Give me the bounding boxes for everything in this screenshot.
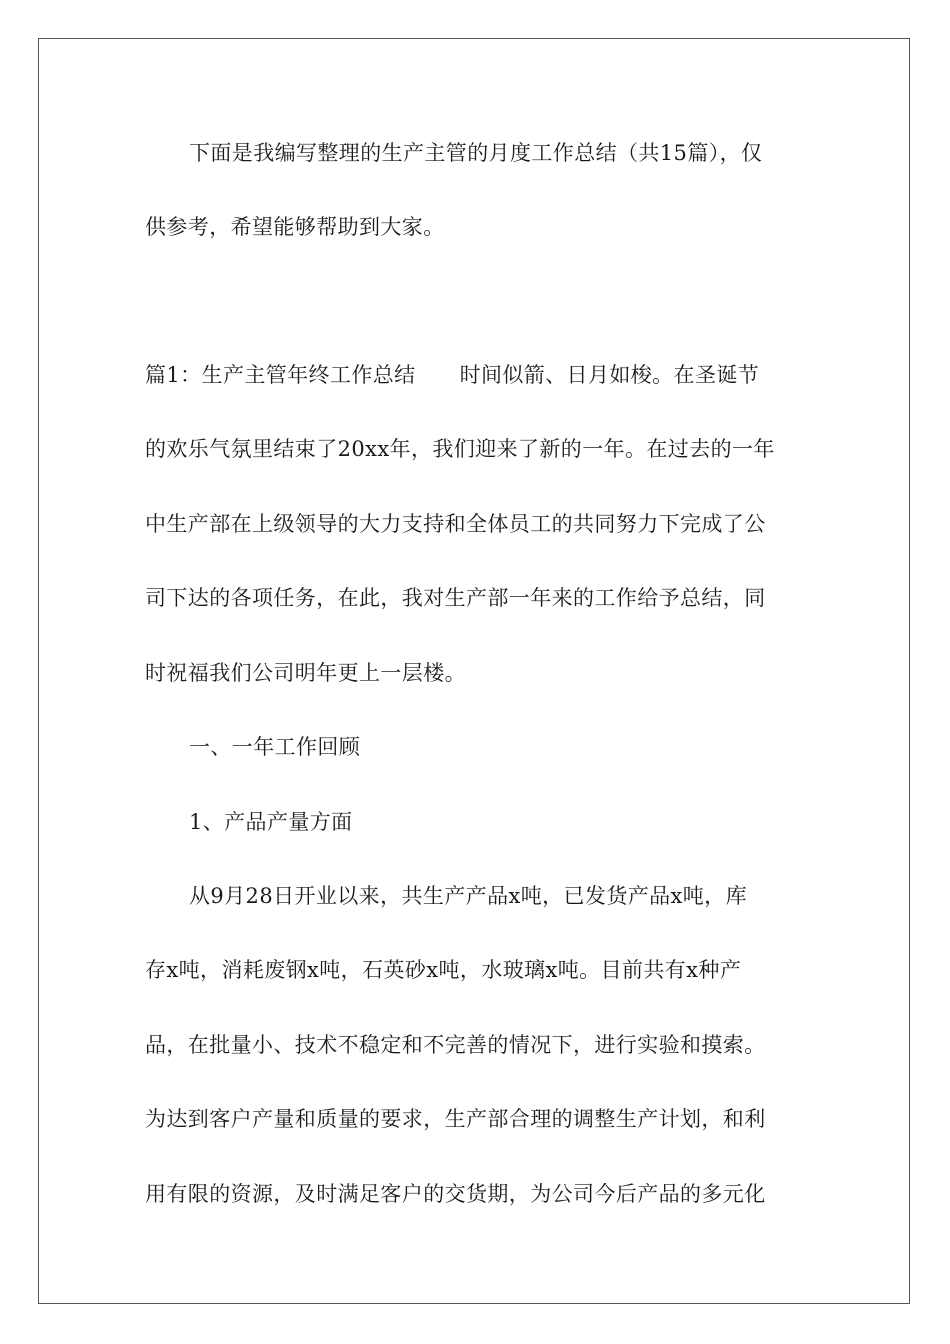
para1-line-1: 的欢乐气氛里结束了20xx年，我们迎来了新的一年。在过去的一年 [145,437,775,461]
para2-line-5: 用有限的资源，及时满足客户的交货期，为公司今后产品的多元化 [145,1182,766,1206]
intro-line-1: 下面是我编写整理的生产主管的月度工作总结（共15篇），仅 [189,141,763,165]
para1-line-3: 司下达的各项任务，在此，我对生产部一年来的工作给予总结，同 [145,586,766,610]
section-title: 一、一年工作回顾 [189,735,361,759]
article-first-line [145,360,759,390]
para2-line-4: 为达到客户产量和质量的要求，生产部合理的调整生产计划，和利 [145,1107,766,1131]
intro-line-2: 供参考，希望能够帮助到大家。 [145,215,445,239]
para2-line-1: 从9月28日开业以来，共生产产品x吨，已发货产品x吨，库 [189,884,747,908]
para2-line-2: 存x吨，消耗废钢x吨，石英砂x吨，水玻璃x吨。目前共有x种产 [145,958,742,982]
para1-line-4: 时祝福我们公司明年更上一层楼。 [145,661,466,685]
subsection-title: 1、产品产量方面 [189,810,353,834]
article-first-line-text: 时间似箭、日月如梭。在圣诞节 [459,363,760,387]
article-heading: 篇1：生产主管年终工作总结 [145,363,416,387]
para1-line-2: 中生产部在上级领导的大力支持和全体员工的共同努力下完成了公 [145,512,766,536]
para2-line-3: 品，在批量小、技术不稳定和不完善的情况下，进行实验和摸索。 [145,1033,766,1057]
